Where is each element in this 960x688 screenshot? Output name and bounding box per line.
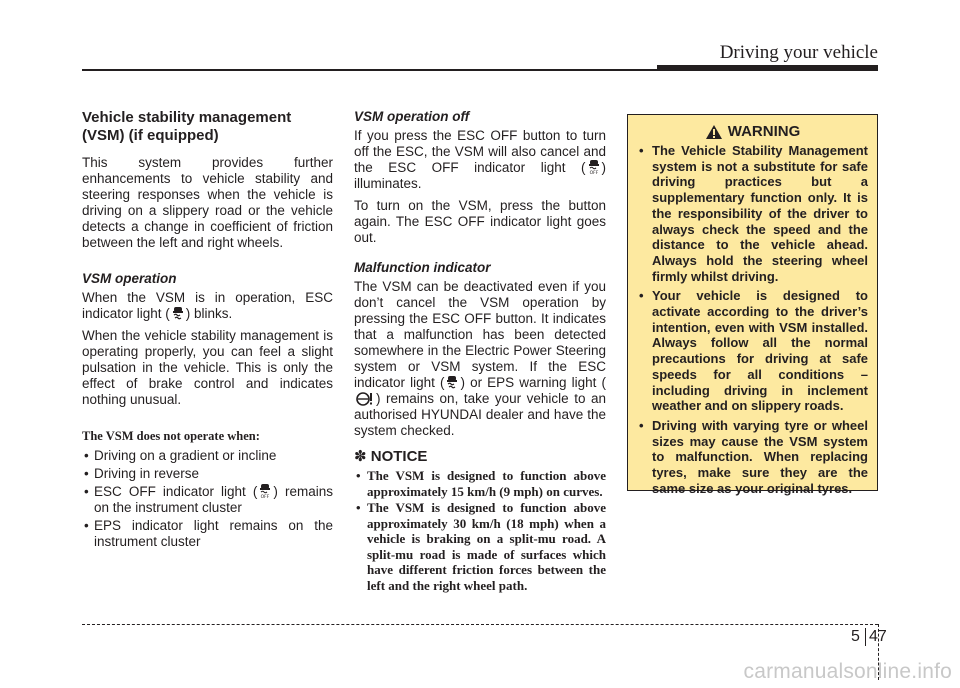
list-item: • EPS indicator light remains on the instrument cluster: [82, 518, 333, 550]
vsm-operation-heading: VSM operation: [82, 271, 177, 286]
list-item: • ESC OFF indicator light ( OFF ) remains on the instrument cluster: [82, 484, 333, 516]
malfunction-heading: Malfunction indicator: [354, 260, 491, 275]
column-left: [82, 109, 333, 552]
notice-heading: ✽ NOTICE: [354, 448, 428, 465]
vsm-off-heading: VSM operation off: [354, 109, 470, 124]
list-item: • Driving in reverse: [82, 466, 333, 482]
chapter-number: 5: [851, 628, 860, 645]
list-item: • The VSM is designed to function above approximately 15 km/h (9 mph) on curves.: [354, 468, 606, 499]
page-divider: [865, 628, 866, 646]
vsm-off-p2: To turn on the VSM, press the button again. The ESC OFF indicator light goes out.: [354, 198, 606, 245]
column-middle: [354, 109, 606, 594]
warning-triangle-icon: [705, 124, 723, 140]
footer-rule: [82, 624, 878, 625]
not-operate-heading: The VSM does not operate when:: [82, 429, 260, 443]
page-number: 47: [869, 628, 887, 645]
header-bar: [657, 65, 878, 71]
warning-heading: WARNING: [637, 123, 868, 140]
list-item: • The Vehicle Stability Management system is not a substitute for safe driving practices but a supplementary function only. It is the responsibility of the driver to always check the speed and the distance to the vehicle ahead. Always hold the steering wheel firmly whilst driving.: [637, 143, 868, 284]
esc-skid-icon: [171, 306, 185, 321]
vsm-operation-p2: When the vehicle stability management is operating properly, you can feel a slight pulsation in the vehicle. This is only the effect of brake control and indicates nothing unusual.: [82, 328, 333, 407]
header-rule: [82, 69, 657, 71]
list-item: • Driving on a gradient or incline: [82, 448, 333, 464]
esc-off-icon: [258, 484, 272, 499]
list-item: • The VSM is designed to function above approximately 30 km/h (18 mph) when a vehicle is braking on a split-mu road. A split-mu road is made of surfaces which have different friction forces between the left and the right wheel path.: [354, 500, 606, 593]
vsm-off-p1: If you press the ESC OFF button to turn off the ESC, the VSM will also cancel and the ESC OFF indicator light ( OFF ) illuminates.: [354, 128, 606, 191]
warning-box: [627, 114, 878, 496]
notice-list: [354, 468, 606, 593]
section-heading: Vehicle stability management (VSM) (if equipped): [82, 109, 292, 144]
running-header-title: Driving your vehicle: [719, 42, 878, 63]
list-item: • Driving with varying tyre or wheel sizes may cause the VSM system to malfunction. When replacing tyres, make sure they are the same size as your original tyres.: [637, 418, 868, 497]
watermark: carmanualsonline.info: [743, 660, 952, 683]
warning-list: [637, 143, 868, 496]
vsm-operation-p1: When the VSM is in operation, ESC indicator light ( ) blinks.: [82, 290, 333, 321]
intro-paragraph: This system provides further enhancements to vehicle stability and steering responses when the vehicle is driving on a slippery road or the vehicle detects a change in coefficient of friction between the left and right wheels.: [82, 155, 333, 250]
list-item: • Your vehicle is designed to activate according to the driver’s intention, even with VSM installed. Always follow all the normal precautions for driving at safe speeds for all conditions – including driving in inclement weather and on slippery roads.: [637, 288, 868, 414]
svg-text:OFF: OFF: [589, 171, 598, 175]
svg-text:OFF: OFF: [261, 495, 270, 499]
not-operate-list: [82, 448, 333, 550]
malfunction-paragraph: The VSM can be deactivated even if you don’t cancel the VSM operation by pressing the ESC OFF button. It indicates that a malfunction has been detected somewhere in the Electric Power Steering system or VSM system. If the ESC indicator light ( ) or EPS warning light () remains on, take your vehicle to an authorised HYUNDAI dealer and have the system checked.: [354, 279, 606, 438]
esc-off-icon: [587, 160, 601, 175]
esc-skid-icon: [445, 375, 459, 390]
eps-warning-icon: [355, 391, 375, 406]
